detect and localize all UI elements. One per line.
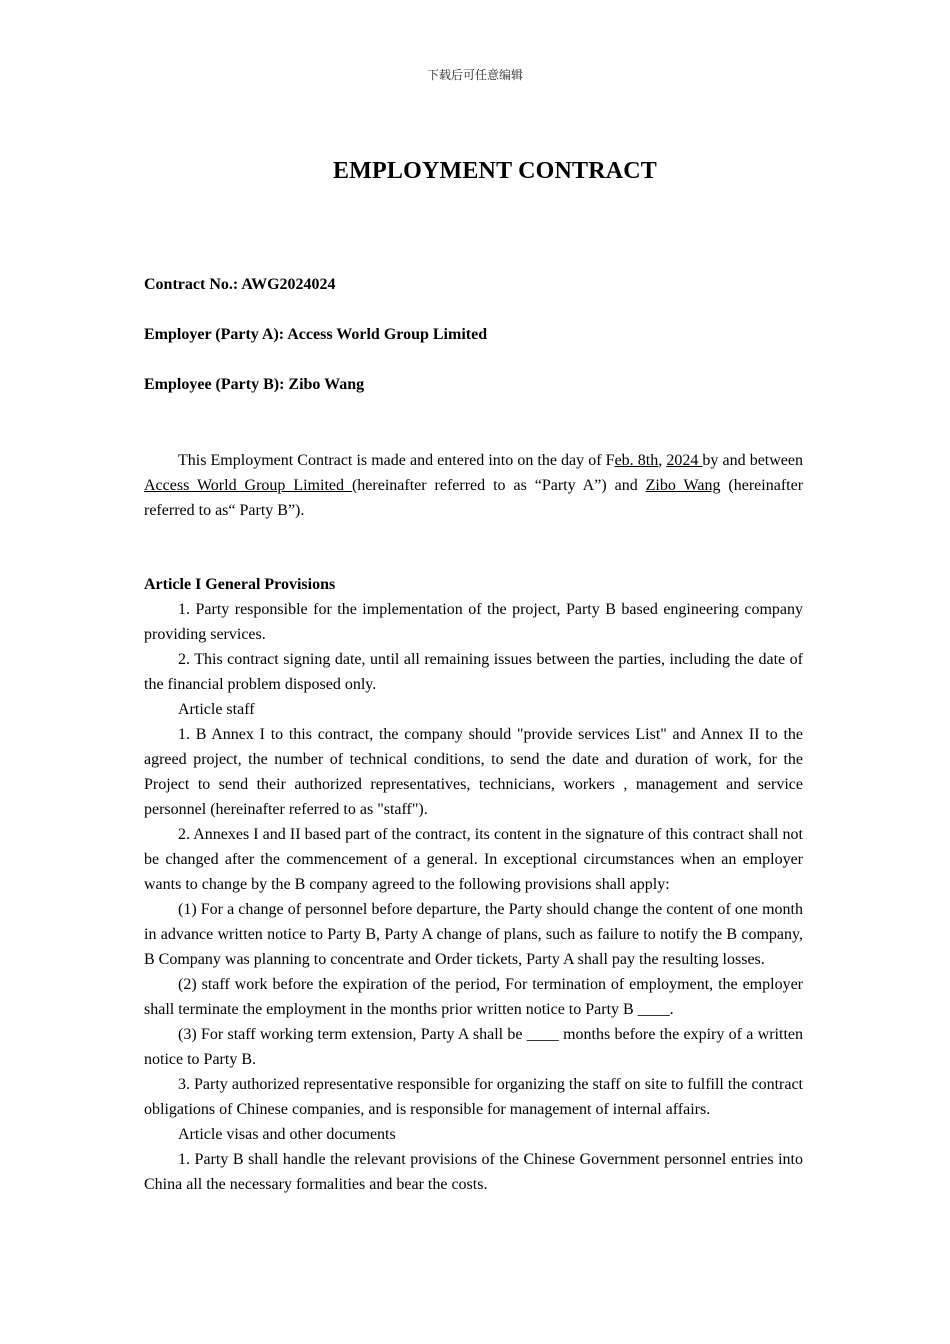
contract-year: 2024 — [666, 452, 703, 469]
intro-paragraph — [144, 448, 803, 523]
employee-line: Employee (Party B): Zibo Wang — [144, 376, 365, 393]
clause-paragraph: 2. Annexes I and II based part of the contract, its content in the signature of this contract shall not be changed after the commencement of a general. In exceptional circumstances when an employer wants to change by the B company agreed to the following provisions shall apply: — [144, 826, 803, 893]
page-header-note: 下载后可任意编辑 — [426, 68, 523, 82]
intro-text: , — [658, 452, 667, 469]
article-1-section — [144, 572, 803, 1197]
contract-number: Contract No.: AWG2024024 — [144, 276, 336, 293]
intro-text: This Employment Contract is made and entered into on the day of F — [178, 452, 615, 469]
clause-paragraph: (1) For a change of personnel before departure, the Party should change the content of one month in advance written notice to Party B, Party A change of plans, such as failure to notify the B company, B Company was planning to concentrate and Order tickets, Party A shall pay the resulting losses. — [144, 901, 803, 968]
article-subheading: Article staff — [178, 701, 255, 718]
contract-date: eb. 8th — [614, 452, 659, 469]
document-title: EMPLOYMENT CONTRACT — [332, 158, 658, 184]
clause-paragraph: (2) staff work before the expiration of the period, For termination of employment, the employer shall terminate the employment in the months prior written notice to Party B ____. — [144, 976, 803, 1018]
clause-paragraph: 1. B Annex I to this contract, the company should "provide services List" and Annex II to the agreed project, the number of technical conditions, to send the date and duration of work, for the Project to send their authorized representatives, technicians, workers , management and service personnel (hereinafter referred to as "staff"). — [144, 726, 803, 818]
party-a-name: Access World Group Limited — [144, 477, 352, 494]
intro-text: by and between — [702, 452, 803, 469]
intro-text: (hereinafter referred to as “Party A”) and — [351, 477, 646, 494]
article-heading: Article I General Provisions — [144, 576, 336, 593]
clause-paragraph: 3. Party authorized representative responsible for organizing the staff on site to fulfill the contract obligations of Chinese companies, and is responsible for management of internal affairs. — [144, 1076, 803, 1118]
article-subheading: Article visas and other documents — [178, 1126, 396, 1143]
intro-text: (hereinafter referred to as“ Party B”). — [144, 477, 804, 519]
clause-paragraph: 1. Party responsible for the implementation of the project, Party B based engineering company providing services. — [144, 601, 803, 643]
clause-paragraph: 1. Party B shall handle the relevant provisions of the Chinese Government personnel entries into China all the necessary formalities and bear the costs. — [144, 1151, 803, 1193]
clause-paragraph: (3) For staff working term extension, Party A shall be ____ months before the expiry of a written notice to Party B. — [144, 1026, 803, 1068]
clause-paragraph: 2. This contract signing date, until all remaining issues between the parties, including the date of the financial problem disposed only. — [144, 651, 803, 693]
employer-line: Employer (Party A): Access World Group Limited — [144, 326, 488, 343]
party-b-name: Zibo Wang — [645, 477, 721, 494]
